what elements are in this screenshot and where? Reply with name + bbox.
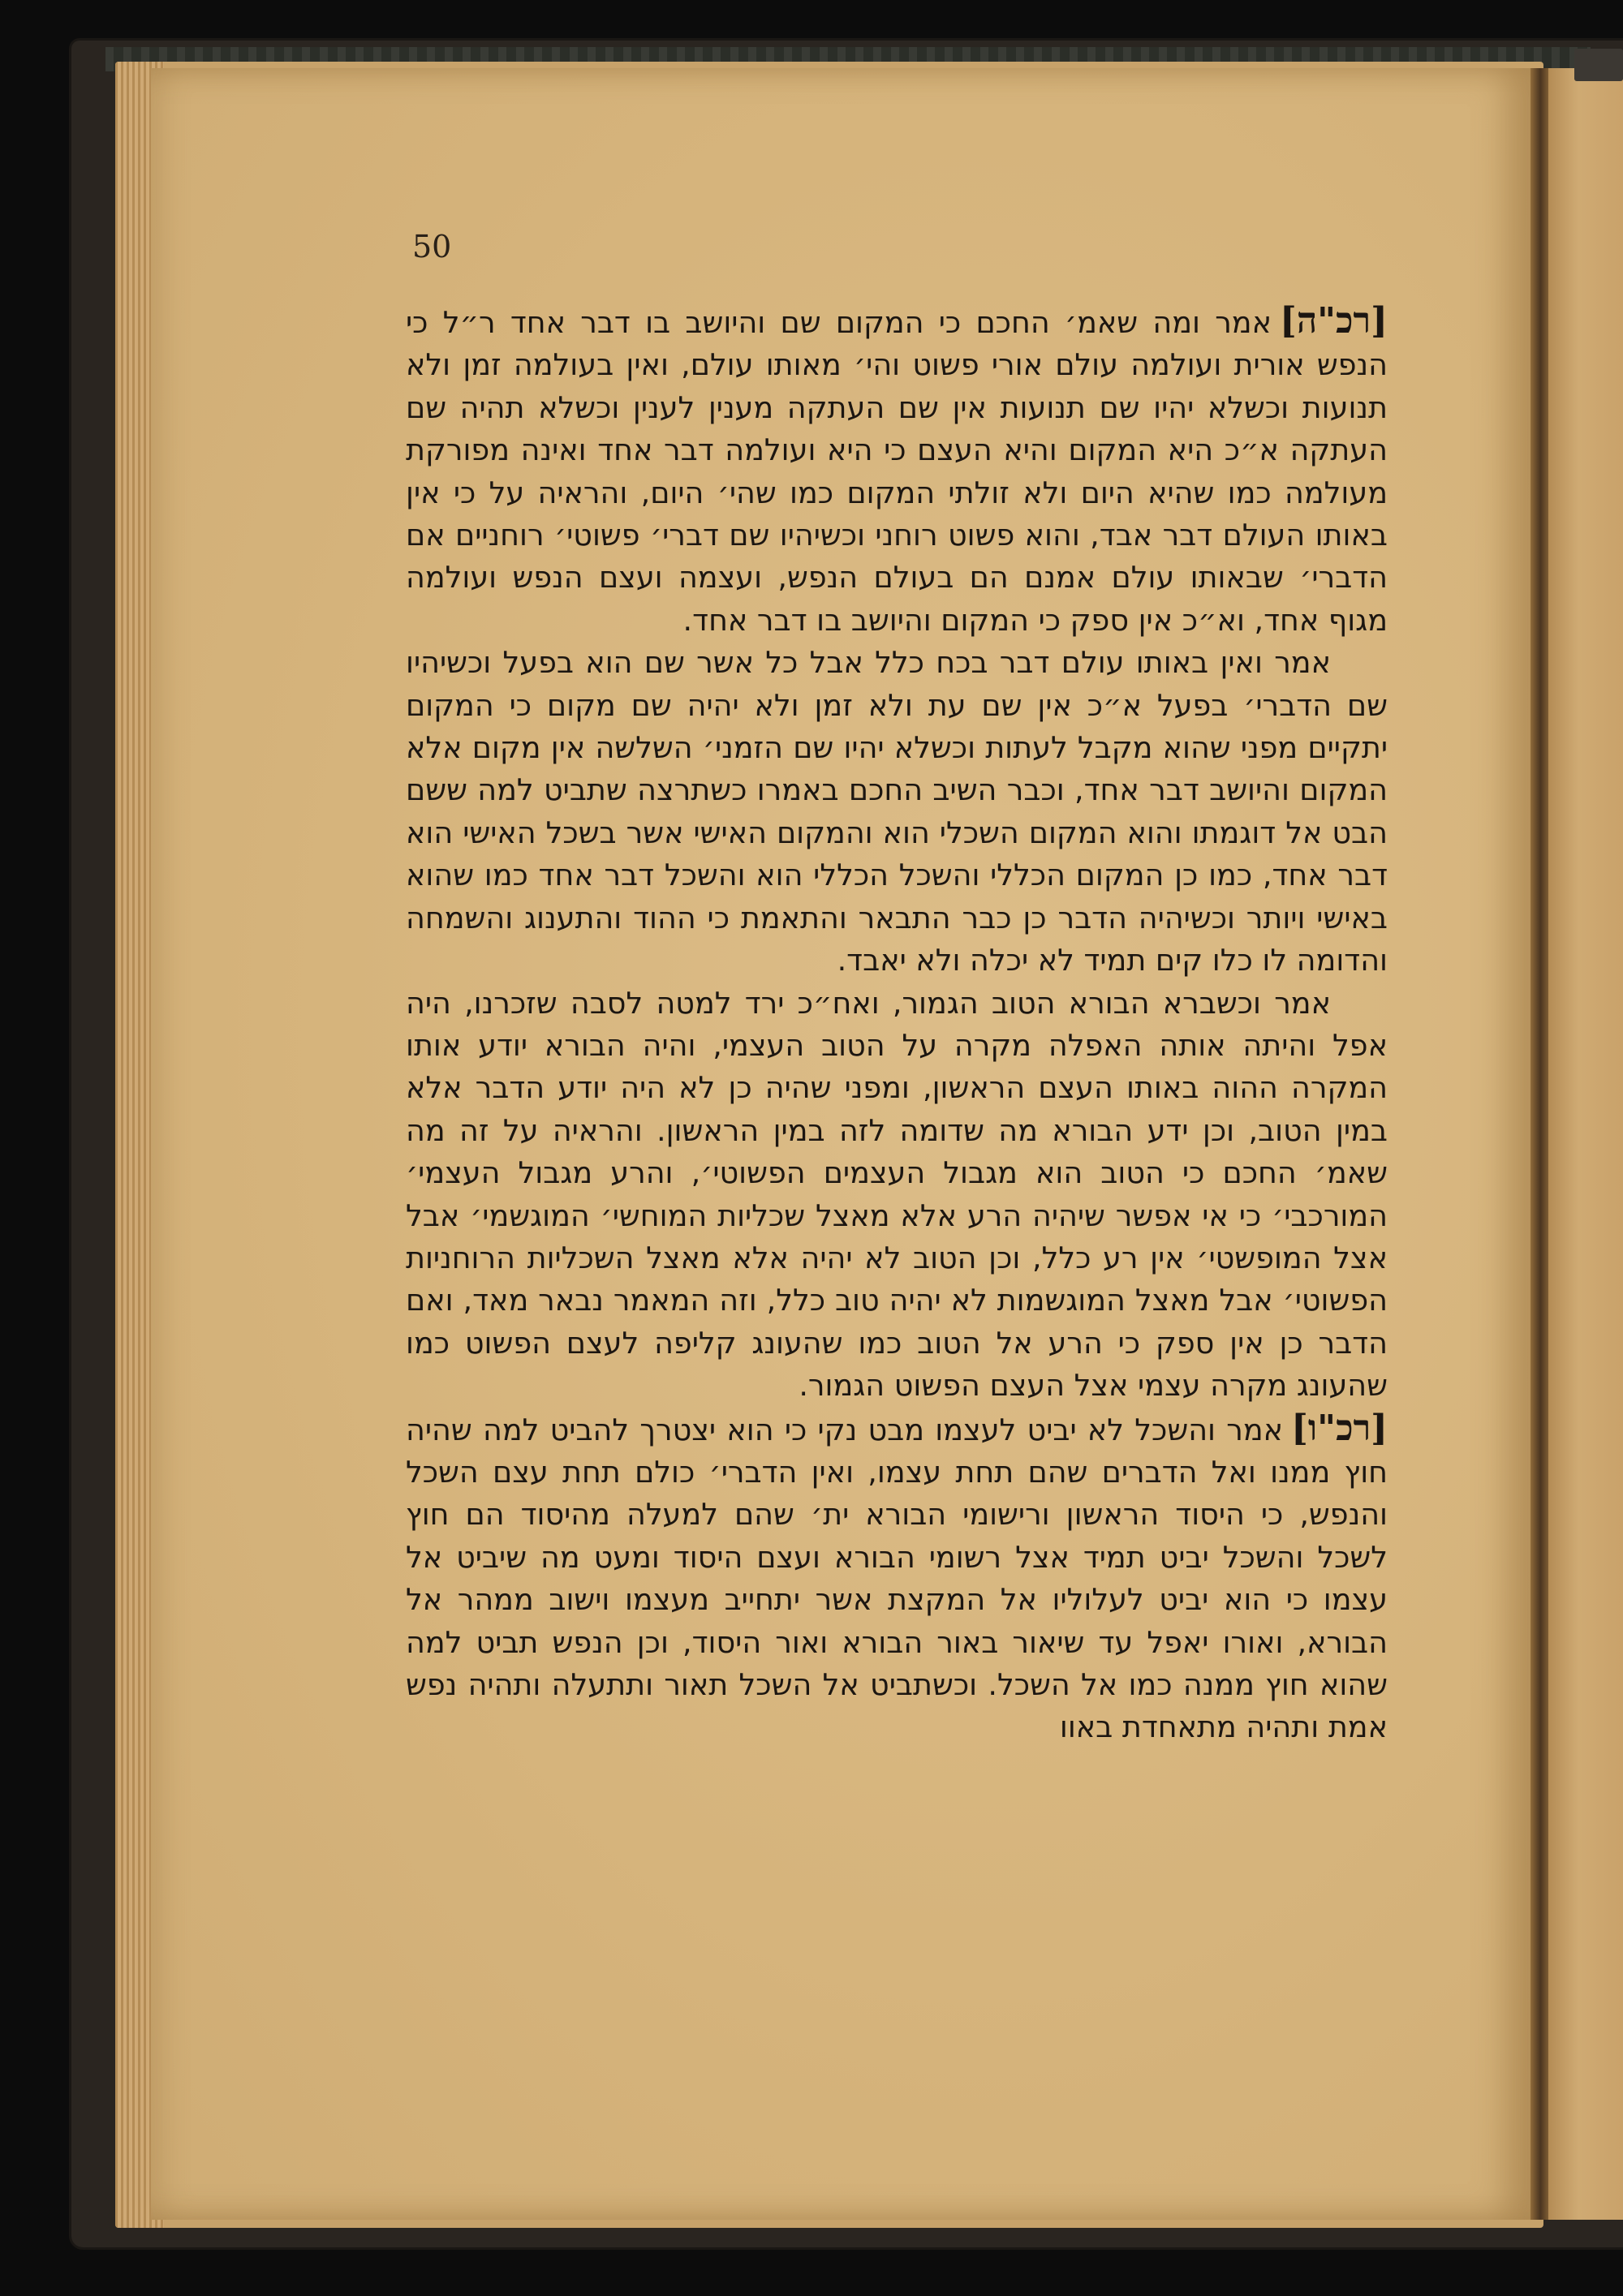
paragraph xyxy=(406,982,1388,1408)
paragraph-225 xyxy=(406,300,1388,642)
page-body-text xyxy=(406,300,1388,1955)
paragraph-226 xyxy=(406,1408,1388,1749)
paragraph-text: אמר ומה שאמ׳ החכם כי המקום שם והיושב בו דבר אחד ר״ל כי הנפש אורית ועולמה עולם אורי פשוט והי׳ מאותו עולם, ואין בעולמה זמן ולא תנועות וכשלא יהיו שם תנועות אין שם העתקה מענין לענין וכשלא תהיה שם העתקה א״כ היא המקום והיא העצם כי היא ועולמה דבר אחד ואינה מפורקת מעולמה כמו שהיא היום ולא זולתי המקום כמו שהי׳ היום, והראיה על כי אין באותו העולם דבר אבד, והוא פשוט רוחני וכשיהיו שם דברי׳ פשוטי׳ רוחניים אם הדברי׳ שבאותו עולם אמנם הם בעולם הנפש, ועצמה ועצם הנפש ועולמה מגוף אחד, וא״כ אין ספק כי המקום והיושב בו דבר אחד. xyxy=(406,305,1388,638)
paragraph xyxy=(406,642,1388,982)
page-number: 50 xyxy=(412,229,452,264)
book-gutter xyxy=(1530,68,1548,2220)
section-marker: [רכ"ה] xyxy=(1280,300,1388,342)
paragraph-text: אמר ואין באותו עולם דבר בכח כלל אבל כל אשר שם הוא בפעל וכשיהיו שם הדברי׳ בפעל א״כ אין שם עת ולא זמן ולא יהיה שם מקום כי המקום יתקיים מפני שהוא מקבל לעתות וכשלא יהיו שם הזמני׳ השלשה אין מקום אלא המקום והיושב דבר אחד, וכבר השיב החכם באמרו כשתרצה שתביט למה ששם הבט אל דוגמתו והוא המקום השכלי הוא והמקום האישי אשר בשכל האישי הוא דבר אחד, כמו כן המקום הכללי והשכל הכללי הוא והשכל דבר אחד כמו שהוא באישי ויותר וכשיהיה הדבר כן כבר התבאר והתאמת כי ההוד והתענוג והשמחה והדומה לו כלו קים תמיד לא יכלה ולא יאבד. xyxy=(406,645,1388,978)
facing-page-edge xyxy=(1548,68,1623,2220)
section-marker: [רכ"ו] xyxy=(1291,1407,1388,1449)
paragraph-text: אמר וכשברא הבורא הטוב הגמור, ואח״כ ירד למטה לסבה שזכרנו, היה אפל והיתה אותה האפלה מקרה על הטוב העצמי, והיה הבורא יודע אותו המקרה ההוה באותו העצם הראשון, ומפני שהיה כן לא היה יודע הדבר אלא במין הטוב, וכן ידע הבורא מה שדומה לזה במין הראשון. והראיה על זה מה שאמ׳ החכם כי הטוב הוא מגבול העצמים הפשוטי׳, והרע מגבול העצמי׳ המורכבי׳ כי אי אפשר שיהיה הרע אלא מאצל שכליות המוחשי׳ המוגשמי׳ אבל אצל המופשטי׳ אין רע כלל, וכן הטוב לא יהיה אלא מאצל השכליות הרוחניות הפשוטי׳ אבל מאצל המוגשמות לא יהיה טוב כלל, וזה המאמר נבאר מאד, ואם הדבר כן אין ספק כי הרע אל הטוב כמו שהעונג קליפה לעצם הפשוט כמו שהעונג מקרה עצמי אצל העצם הפשוט הגמור. xyxy=(406,985,1388,1404)
paragraph-text: אמר והשכל לא יביט לעצמו מבט נקי כי הוא יצטרך להביט למה שהיה חוץ ממנו ואל הדברים שהם תחת עצמו, ואין הדברי׳ כולם תחת עצם השכל והנפש, כי היסוד הראשון ורישומי הבורא ית׳ שהם למעלה מהיסוד הם חוץ לשכל והשכל יביט תמיד אצל רשומי הבורא ועצם היסוד ומעט מה שיביט אל עצמו כי הוא יביט לעלוליו אל המקצת אשר יתחייב מעצמו וישוב ממהר אל הבורא, ואורו יאפל עד שיאור באור הבורא ואור היסוד, וכן הנפש תביט למה שהוא חוץ ממנה כמו אל השכל. וכשתביט אל השכל תאור ותתעלה ותהיה נפש אמת ותהיה מתאחדת באוו xyxy=(406,1412,1388,1745)
corner-clip xyxy=(1574,49,1623,81)
